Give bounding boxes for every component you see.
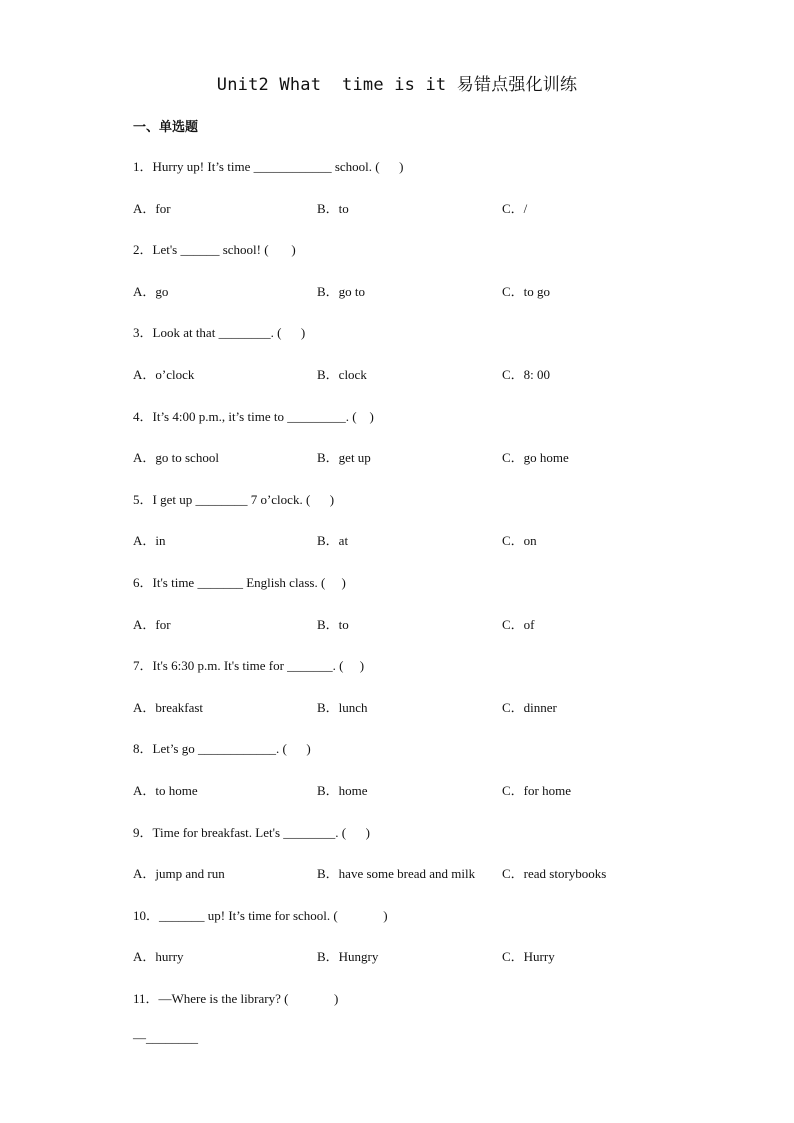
question-3-option-c[interactable]: C．8: 00 (502, 367, 551, 382)
question-3-option-a[interactable]: A．o’clock (133, 367, 195, 382)
question-2-option-b[interactable]: B．go to (317, 284, 366, 299)
question-6-option-c[interactable]: C．of (502, 617, 535, 632)
question-10-option-b[interactable]: B．Hungry (317, 949, 379, 964)
question-2-option-a[interactable]: A．go (133, 284, 169, 299)
question-7-option-c[interactable]: C．dinner (502, 700, 557, 715)
question-4-option-b[interactable]: B．get up (317, 450, 371, 465)
question-3-option-b[interactable]: B．clock (317, 367, 367, 382)
page-title: Unit2 What time is it 易错点强化训练 (216, 75, 578, 95)
question-1: 1．Hurry up! It’s time ____________ school. ( ) (133, 159, 404, 174)
question-6: 6．It's time _______ English class. ( ) (133, 575, 346, 590)
question-5: 5．I get up ________ 7 o’clock. ( ) (133, 492, 335, 507)
question-8-option-b[interactable]: B．home (317, 783, 368, 798)
question-7-option-b[interactable]: B．lunch (317, 700, 368, 715)
question-9-option-c[interactable]: C．read storybooks (502, 866, 607, 881)
question-6-option-b[interactable]: B．to (317, 617, 349, 632)
question-5-option-c[interactable]: C．on (502, 533, 537, 548)
question-3: 3．Look at that ________. ( ) (133, 325, 306, 340)
question-8-option-a[interactable]: A．to home (133, 783, 198, 798)
question-5-option-b[interactable]: B．at (317, 533, 349, 548)
question-1-option-a[interactable]: A．for (133, 201, 171, 216)
question-4: 4．It’s 4:00 p.m., it’s time to _________. ( ) (133, 409, 374, 424)
question-5-option-a[interactable]: A．in (133, 533, 166, 548)
question-2: 2．Let's ______ school! ( ) (133, 242, 296, 257)
question-7-option-a[interactable]: A．breakfast (133, 700, 204, 715)
question-9-option-a[interactable]: A．jump and run (133, 866, 225, 881)
question-11: 11．—Where is the library? ( ) (133, 991, 339, 1006)
question-10-option-a[interactable]: A．hurry (133, 949, 184, 964)
section-heading: 一、单选题 (133, 120, 199, 135)
question-9: 9．Time for breakfast. Let's ________. ( ) (133, 825, 370, 840)
question-8: 8．Let’s go ____________. ( ) (133, 741, 311, 756)
question-4-option-a[interactable]: A．go to school (133, 450, 219, 465)
question-4-option-c[interactable]: C．go home (502, 450, 569, 465)
question-1-option-b[interactable]: B．to (317, 201, 349, 216)
question-10-option-c[interactable]: C．Hurry (502, 949, 555, 964)
question-6-option-a[interactable]: A．for (133, 617, 171, 632)
answer-blank-line[interactable]: —________ (133, 1030, 198, 1045)
question-2-option-c[interactable]: C．to go (502, 284, 551, 299)
question-8-option-c[interactable]: C．for home (502, 783, 571, 798)
question-9-option-b[interactable]: B．have some bread and milk (317, 866, 476, 881)
question-10: 10．_______ up! It’s time for school. ( ) (133, 908, 388, 923)
question-1-option-c[interactable]: C．/ (502, 201, 528, 216)
question-7: 7．It's 6:30 p.m. It's time for _______. ( ) (133, 658, 365, 673)
